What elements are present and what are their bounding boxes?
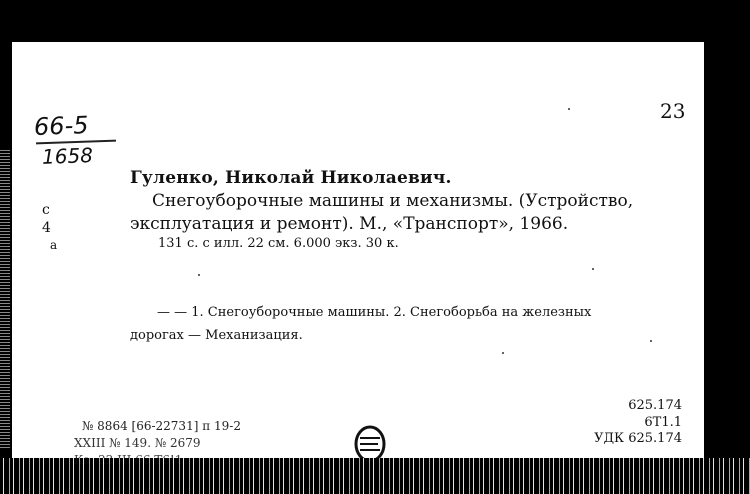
- udc-code: УДК 625.174: [594, 431, 682, 446]
- speck: [502, 352, 504, 354]
- print-info-line: № 8864 [66-22731] п 19-2: [82, 419, 241, 433]
- card-edge: [704, 42, 708, 458]
- scan-noise-left: [0, 150, 10, 450]
- title-line: эксплуатация и ремонт). М., «Транспорт», 1966.: [130, 214, 569, 234]
- classification-code: 625.174: [628, 398, 682, 413]
- speck: [198, 274, 200, 276]
- physical-description: 131 с. с илл. 22 см. 6.000 экз. 30 к.: [158, 236, 399, 251]
- author-heading: Гуленко, Николай Николаевич.: [130, 168, 452, 188]
- title-line: Снегоуборочные машины и механизмы. (Устройство,: [152, 191, 634, 211]
- speck: [592, 268, 594, 270]
- subject-headings-line: дорогах — Механизация.: [130, 328, 303, 343]
- page-number: 23: [660, 99, 686, 123]
- handwritten-code-bottom: 1658: [41, 143, 94, 169]
- speck: [568, 108, 570, 110]
- scan-noise-bottom: [0, 458, 750, 494]
- classification-code: 6Т1.1: [644, 415, 682, 430]
- speck: [650, 340, 652, 342]
- handwritten-mark: a: [50, 238, 58, 252]
- handwritten-mark: 4: [42, 220, 51, 236]
- subject-headings-line: — — 1. Снегоуборочные машины. 2. Снегоборьба на железных: [157, 305, 592, 320]
- catalog-card: [12, 42, 704, 458]
- print-info-line: XXIII № 149. № 2679: [74, 436, 201, 450]
- handwritten-code-top: 66-5: [33, 111, 89, 141]
- handwritten-mark: c: [42, 202, 50, 218]
